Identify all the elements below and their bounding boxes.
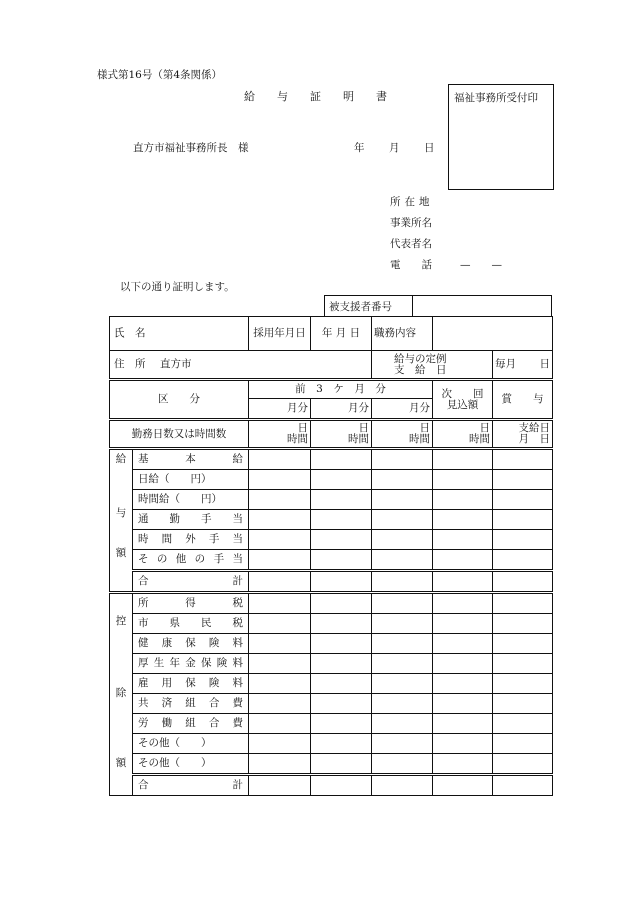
label-char: 険 (216, 657, 228, 669)
label-char: 本 (185, 453, 196, 465)
label-char: 用 (161, 677, 173, 689)
label-char: 所 (138, 597, 149, 609)
next-estimate-label-1: 次 回 (441, 387, 484, 400)
deduct-row (110, 593, 553, 614)
pay-item-basic (133, 449, 249, 470)
label-char: 合 (138, 779, 149, 791)
label-char: そ (138, 553, 149, 565)
label-char: 合 (138, 575, 149, 587)
label-char: の (194, 553, 206, 565)
label-char: 合 (208, 697, 220, 709)
label-char: 外 (185, 533, 196, 545)
pay-row (110, 510, 553, 530)
deduct-item-mutual-aid (133, 694, 249, 714)
recipient-number-label: 被支援者番号 (325, 296, 413, 317)
recipient-number-field[interactable] (413, 296, 552, 317)
label-char: 険 (208, 637, 220, 649)
pay-item-other-allowance (133, 550, 249, 571)
deduct-row (110, 614, 553, 634)
pay-row (110, 530, 553, 550)
deduct-section-label-2: 除 (115, 687, 127, 699)
deduct-section-label-3: 額 (115, 757, 127, 769)
label-char: 計 (232, 779, 243, 791)
label-char: 費 (232, 697, 243, 709)
label-char: 手 (201, 513, 212, 525)
deduct-item-health-insurance (133, 634, 249, 654)
label-char: 保 (185, 677, 196, 689)
label-char: 年 (169, 657, 180, 669)
pay-item-hourly: 時間給（ 円） (133, 490, 249, 510)
workdays-hours-3: 時間 (409, 433, 430, 445)
pay-section-label-3: 額 (115, 547, 127, 559)
workdays-hours-2: 時間 (348, 433, 369, 445)
category-header: 区 分 (110, 380, 249, 420)
deduct-total-label (133, 775, 249, 796)
label-char: 得 (185, 597, 196, 609)
name-row (110, 317, 553, 351)
label-char: 基 (138, 453, 149, 465)
label-char: 間 (161, 533, 173, 545)
workdays-hours-4: 時間 (469, 433, 490, 445)
deduct-row (110, 694, 553, 714)
label-char: 料 (232, 677, 243, 689)
pay-date-format: 月 日 (518, 433, 550, 445)
duty-label: 職務内容 (372, 317, 433, 351)
deduct-row (110, 734, 553, 754)
label-char: 金 (185, 657, 196, 669)
name-label: 氏 名 (114, 327, 146, 339)
column-header-row (110, 380, 553, 399)
pay-date-label: 支給日 (518, 422, 550, 434)
intro-text: 以下の通り証明します。 (120, 281, 235, 293)
month-3-header: 月分 (372, 399, 433, 420)
workdays-hours-1: 時間 (287, 433, 308, 445)
pay-row (110, 550, 553, 571)
stamp-label: 福祉事務所受付印 (454, 92, 538, 104)
address-label: 住 所 (114, 358, 146, 370)
employer-phone-dashes: — — (460, 259, 502, 271)
deduct-item-union-fee (133, 714, 249, 734)
pay-total-label (133, 571, 249, 593)
label-char: 雇 (138, 677, 149, 689)
label-char: 給 (232, 453, 243, 465)
workdays-day-3: 日 (419, 422, 430, 434)
label-char: 保 (201, 657, 212, 669)
label-char: 当 (232, 533, 243, 545)
label-char: 生 (153, 657, 165, 669)
bonus-header: 賞 与 (493, 380, 553, 420)
label-char: 費 (232, 717, 243, 729)
label-char: 働 (161, 717, 173, 729)
deduct-row (110, 714, 553, 734)
label-char: 当 (232, 513, 243, 525)
label-char: 康 (161, 637, 173, 649)
payday-suffix: 日 (539, 358, 550, 370)
label-char: 計 (232, 575, 243, 587)
workdays-day-1: 日 (297, 422, 308, 434)
duty-field[interactable] (433, 317, 553, 351)
document-title: 給 与 証 明 書 (244, 90, 387, 103)
label-char: 共 (138, 697, 149, 709)
employer-address-label: 所在地 (390, 196, 434, 208)
label-char: 勤 (169, 513, 180, 525)
deduct-item-pension (133, 654, 249, 674)
label-char: 料 (232, 657, 243, 669)
deduct-row (110, 754, 553, 775)
hire-date-value[interactable]: 年 月 日 (311, 317, 372, 351)
label-char: 料 (232, 637, 243, 649)
prev-3-months-header: 前 3 ケ 月 分 (249, 380, 433, 399)
label-char: 税 (232, 617, 243, 629)
workdays-row (110, 420, 553, 449)
month-2-header: 月分 (311, 399, 372, 420)
address-value[interactable]: 直方市 (160, 358, 192, 370)
deduct-item-other-1: その他（ ） (133, 734, 249, 754)
deduct-item-other-2: その他（ ） (133, 754, 249, 775)
deduct-total-row (110, 775, 553, 796)
workdays-label: 勤務日数又は時間数 (110, 420, 249, 449)
pay-section-label-2: 与 (115, 507, 127, 519)
hire-date-label: 採用年月日 (249, 317, 311, 351)
label-char: 労 (138, 717, 149, 729)
label-char: 市 (138, 617, 149, 629)
label-char: 当 (232, 553, 243, 565)
deduct-item-income-tax (133, 593, 249, 614)
deduct-section-label-1: 控 (115, 615, 127, 627)
label-char: 他 (175, 553, 187, 565)
pay-row (110, 449, 553, 470)
label-char: 健 (138, 637, 149, 649)
reception-stamp-box (448, 84, 554, 190)
payday-label-1: 給与の定例 (394, 352, 447, 365)
label-char: 済 (161, 697, 173, 709)
workdays-day-4: 日 (479, 422, 490, 434)
address-row (110, 351, 553, 380)
employer-business-label: 事業所名 (390, 217, 432, 229)
pay-row (110, 490, 553, 510)
form-number: 様式第16号（第4条関係） (97, 69, 223, 81)
pay-item-daily: 日給（ 円） (133, 470, 249, 490)
date-year: 年 (354, 142, 365, 154)
recipient-number-table (324, 295, 552, 316)
label-char: 組 (185, 697, 196, 709)
deduct-row (110, 674, 553, 694)
deduct-item-resident-tax (133, 614, 249, 634)
label-char: 保 (185, 637, 196, 649)
pay-row (110, 470, 553, 490)
employer-representative-label: 代表者名 (390, 238, 432, 250)
next-estimate-label-2: 見込額 (446, 398, 479, 411)
salary-form-table (109, 316, 553, 796)
pay-total-row (110, 571, 553, 593)
label-char: 手 (213, 553, 225, 565)
payday-prefix: 毎月 (495, 358, 516, 370)
payday-label-2: 支 給 日 (394, 363, 447, 376)
label-char: 通 (138, 513, 149, 525)
pay-item-commute (133, 510, 249, 530)
label-char: 険 (208, 677, 220, 689)
date-day: 日 (424, 142, 435, 154)
employer-phone-label: 電 話 (390, 259, 432, 271)
deduct-row (110, 654, 553, 674)
label-char: の (156, 553, 168, 565)
pay-section-label-1: 給 (115, 453, 127, 465)
label-char: 県 (169, 617, 180, 629)
workdays-day-2: 日 (358, 422, 369, 434)
label-char: 合 (208, 717, 220, 729)
label-char: 民 (201, 617, 212, 629)
label-char: 組 (185, 717, 196, 729)
month-1-header: 月分 (249, 399, 311, 420)
deduct-row (110, 634, 553, 654)
label-char: 税 (232, 597, 243, 609)
label-char: 時 (138, 533, 149, 545)
pay-item-overtime (133, 530, 249, 550)
addressee: 直方市福祉事務所長 様 (133, 142, 249, 154)
deduct-item-employment-insurance (133, 674, 249, 694)
date-month: 月 (389, 142, 400, 154)
label-char: 厚 (138, 657, 149, 669)
label-char: 手 (208, 533, 220, 545)
